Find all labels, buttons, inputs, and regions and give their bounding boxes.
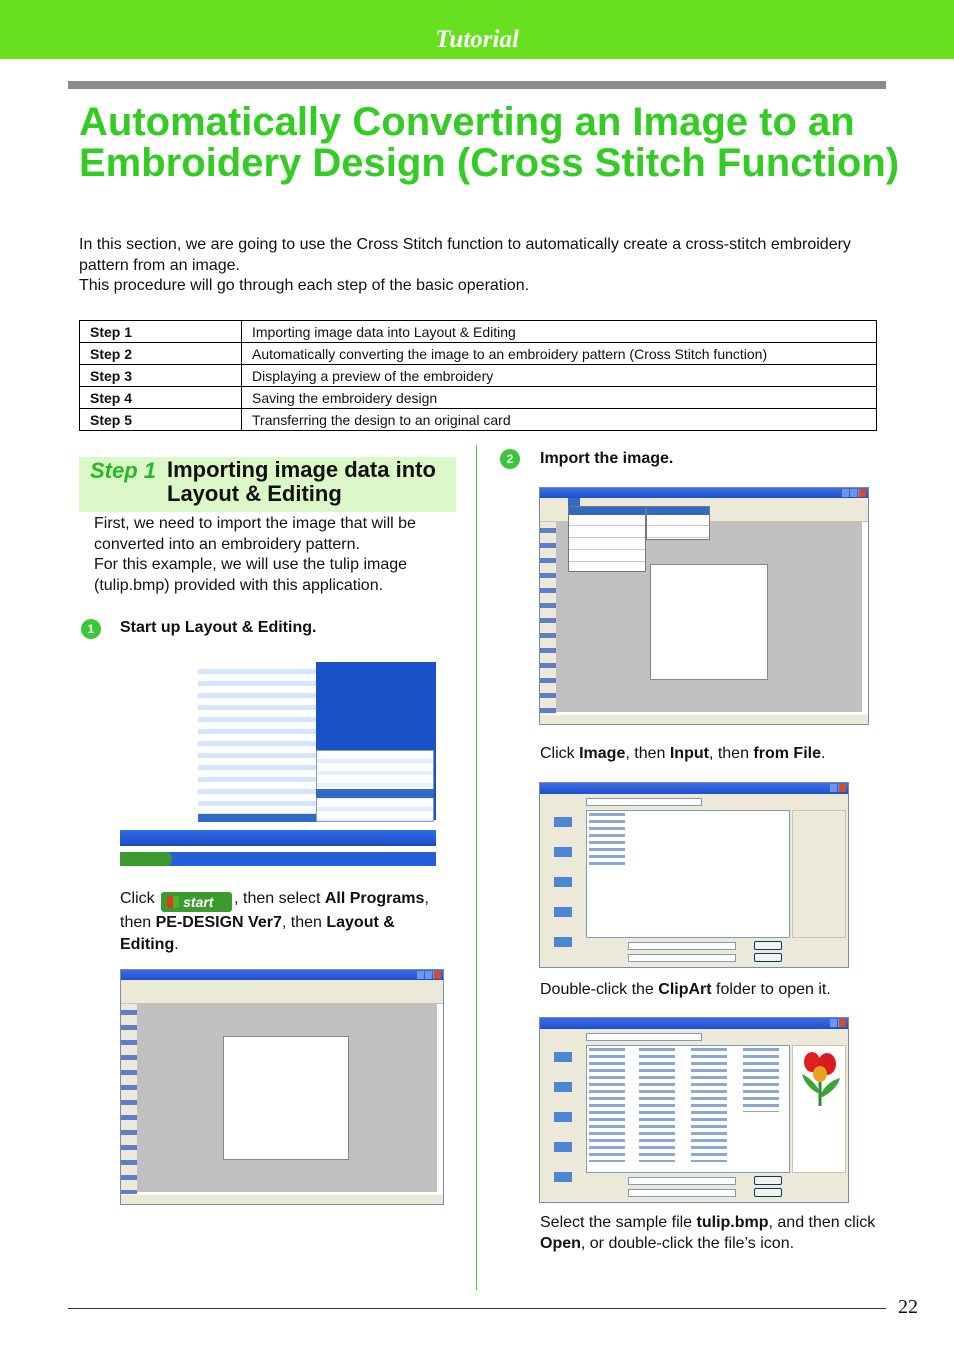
caption-text: . (174, 936, 179, 953)
page-number: 22 (898, 1296, 918, 1318)
pe-design-highlight (198, 814, 316, 822)
caption-text: Select the sample file (540, 1214, 697, 1231)
places-bar-icon (542, 1042, 584, 1200)
step-desc: Displaying a preview of the embroidery (242, 365, 877, 387)
intro-text (79, 235, 899, 297)
design-page (223, 1036, 349, 1160)
files-of-type-field (628, 1189, 736, 1197)
page-title: Automatically Converting an Image to an Embroidery Design (Cross Stitch Function) (79, 100, 900, 185)
cancel-button[interactable] (754, 953, 782, 962)
table-row (80, 365, 877, 387)
step-desc: Importing image data into Layout & Editing (242, 321, 877, 343)
substep2-heading: Import the image. (540, 450, 674, 467)
file-list-entries (639, 1048, 687, 1162)
preview-pane (792, 810, 846, 938)
start-menu-footer (120, 830, 436, 846)
open-dialog-screenshot (539, 782, 849, 968)
table-row (80, 409, 877, 431)
step-desc: Automatically converting the image to an embroidery pattern (Cross Stitch function) (242, 343, 877, 365)
substep2-caption-1 (540, 744, 880, 765)
dialog-titlebar (540, 783, 848, 794)
caption-text: , then select (234, 890, 325, 907)
intro-paragraph: In this section, we are going to use the Cross Stitch function to automatically create a cross-stitch embroidery pattern from an image. (79, 236, 851, 274)
toolbar (121, 988, 443, 1004)
window-controls-icon (842, 489, 866, 497)
substep1-heading: Start up Layout & Editing. (120, 619, 317, 636)
image-menu-highlight (568, 498, 580, 506)
image-menu-screenshot (539, 487, 869, 725)
file-list-entries (691, 1048, 739, 1162)
table-row (80, 343, 877, 365)
caption-bold: ClipArt (658, 981, 712, 998)
window-titlebar (540, 488, 868, 498)
caption-text: , and then click (768, 1214, 876, 1231)
caption-bold: Open (540, 1234, 581, 1252)
look-in-field (586, 798, 702, 806)
layout-editing-screenshot (120, 969, 444, 1205)
caption-text: Click (120, 890, 155, 907)
step1-intro (94, 514, 454, 596)
open-button[interactable] (754, 1176, 782, 1185)
from-file-highlight (647, 507, 709, 515)
caption-text: , or double-click the file’s icon. (580, 1234, 795, 1252)
files-of-type-field (628, 954, 736, 962)
column-divider (476, 445, 477, 1290)
pe-design-submenu (316, 750, 434, 822)
banner-title: Tutorial (435, 26, 519, 53)
caption-text: , then (281, 914, 327, 931)
caption-text: , then (120, 890, 429, 931)
start-menu-screenshot (120, 662, 436, 866)
design-page (650, 564, 768, 680)
caption-bold: Layout & Editing (120, 914, 395, 953)
caption-text: , then (708, 745, 754, 762)
substep2-caption-3 (540, 1213, 880, 1254)
substep2-number: 2 (500, 449, 520, 469)
step-key: Step 4 (80, 387, 242, 409)
cancel-button[interactable] (754, 1188, 782, 1197)
file-list (586, 1045, 790, 1173)
caption-text: . (820, 745, 826, 762)
step-key: Step 3 (80, 365, 242, 387)
window-titlebar (121, 970, 443, 980)
layout-editing-highlight (316, 789, 434, 798)
dialog-controls-icon (830, 784, 846, 792)
look-in-field (586, 1033, 702, 1041)
step1-intro-paragraph: For this example, we will use the tulip image (tulip.bmp) provided with this application. (94, 556, 408, 594)
file-list-entries (589, 813, 787, 867)
start-button-icon (120, 852, 172, 866)
file-list-entries (589, 1048, 637, 1162)
substep1-caption (120, 888, 450, 956)
caption-bold: tulip.bmp (696, 1214, 769, 1231)
tulip-preview-icon (794, 1048, 846, 1108)
start-menu-pinned-list (120, 662, 198, 820)
menu-bar (121, 980, 443, 988)
all-programs-menu (198, 662, 316, 820)
footer-rule (68, 1308, 886, 1309)
places-bar-icon (542, 807, 584, 965)
dialog-controls-icon (830, 1019, 846, 1027)
step1-intro-paragraph: First, we need to import the image that will be converted into an embroidery pattern. (94, 515, 416, 553)
preview-pane (792, 1045, 846, 1173)
step-key: Step 1 (80, 321, 242, 343)
caption-text: Double-click the (540, 981, 659, 998)
tool-palette (121, 1004, 137, 1194)
window-controls-icon (417, 971, 441, 979)
step-key: Step 5 (80, 409, 242, 431)
dialog-titlebar (540, 1018, 848, 1029)
file-name-field (628, 1177, 736, 1185)
table-row (80, 321, 877, 343)
substep1-number: 1 (81, 619, 101, 639)
substep2-caption-2 (540, 980, 880, 1001)
caption-bold: PE-DESIGN Ver7 (155, 914, 282, 931)
image-dropdown-menu (568, 506, 646, 572)
open-button[interactable] (754, 941, 782, 950)
caption-bold: Image (579, 745, 626, 762)
title-rule (68, 81, 886, 89)
design-canvas (137, 1004, 437, 1192)
tool-palette (540, 522, 556, 714)
caption-bold: from File (753, 745, 821, 762)
step-desc: Saving the embroidery design (242, 387, 877, 409)
step1-heading: Importing image data into Layout & Editing (167, 457, 436, 506)
steps-table (79, 320, 877, 431)
caption-bold: Input (669, 745, 709, 762)
intro-paragraph: This procedure will go through each step of the basic operation. (79, 277, 530, 294)
caption-bold: All Programs (324, 890, 425, 907)
file-name-field (628, 942, 736, 950)
caption-text: folder to open it. (711, 981, 831, 998)
menu-bar (540, 498, 868, 506)
step-desc: Transferring the design to an original card (242, 409, 877, 431)
caption-text: Click (540, 745, 580, 762)
file-list-entries (743, 1048, 787, 1112)
table-row (80, 387, 877, 409)
status-bar (121, 1195, 443, 1204)
step-key: Step 2 (80, 343, 242, 365)
step1-label: Step 1 (90, 458, 157, 483)
status-bar (540, 715, 868, 724)
clipart-dialog-screenshot (539, 1017, 849, 1203)
caption-text: , then (625, 745, 670, 762)
file-list (586, 810, 790, 938)
start-button-image: start (161, 892, 232, 912)
input-item-highlight (569, 507, 645, 515)
